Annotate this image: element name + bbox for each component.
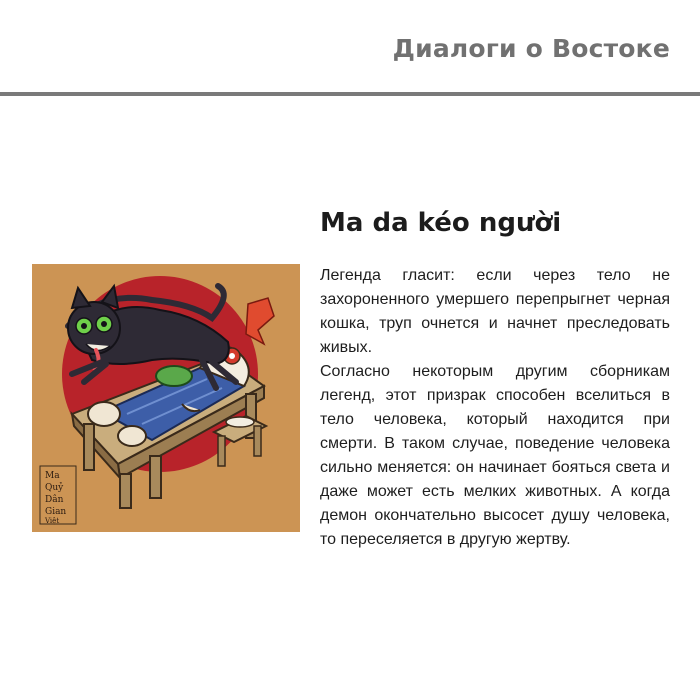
illustration-black-cat-corpse xyxy=(32,264,300,532)
article-body xyxy=(320,264,670,552)
article-title: Ma da kéo người xyxy=(320,208,562,238)
paragraph-possession: Согласно некоторым другим сборникам легенд, этот призрак способен вселиться в тело человека, который находится при смерти. В таком случае, поведение человека сильно меняется: он начинает бояться света и даже может есть мелких животных. А когда демон окончательно высосет душу человека, то переселяется в другую жертву. xyxy=(320,363,670,548)
svg-text:Dân: Dân xyxy=(45,495,64,505)
svg-text:Việt: Việt xyxy=(45,517,60,525)
header-divider xyxy=(0,92,700,96)
brand-title: Диалоги о Востоке xyxy=(392,34,670,63)
paragraph-legend: Легенда гласит: если через тело не захороненного умершего перепрыгнет черная кошка, труп очнется и начнет преследовать живых. xyxy=(320,267,670,356)
svg-text:Ma: Ma xyxy=(45,471,60,481)
svg-text:Quỷ: Quỷ xyxy=(45,483,64,493)
svg-text:Gian: Gian xyxy=(45,507,67,517)
